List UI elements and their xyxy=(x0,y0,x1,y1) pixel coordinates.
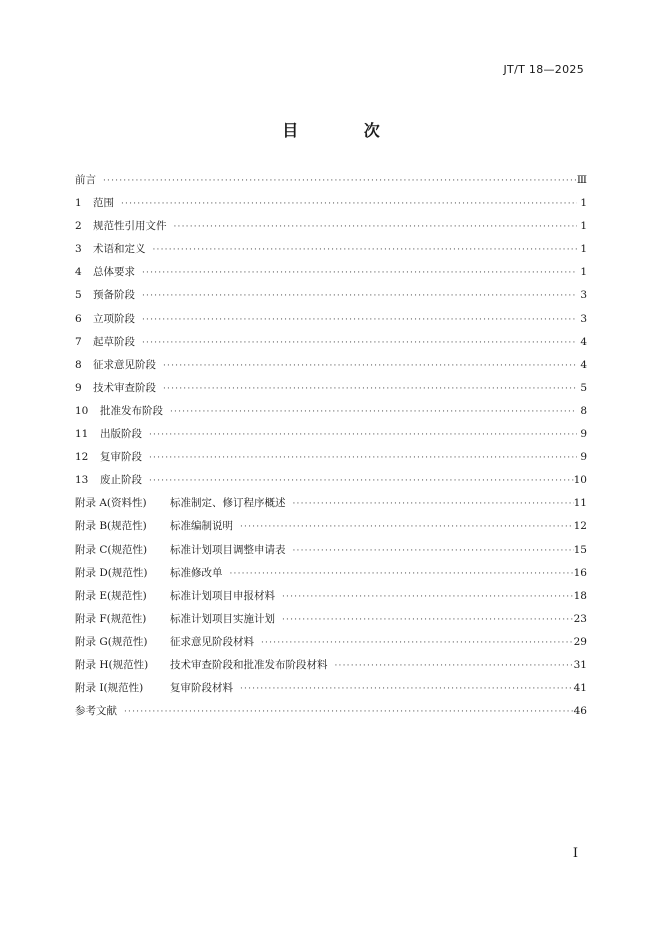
dot-leader xyxy=(279,609,574,632)
toc-entry-label: 技术审查阶段 xyxy=(93,381,156,394)
toc-annex-tag: 附录 A(资料性) xyxy=(75,497,147,510)
toc-entry-5[interactable] xyxy=(75,284,587,307)
toc-entry-label: 立项阶段 xyxy=(93,312,135,325)
dot-leader xyxy=(139,309,577,332)
toc-entry-label: 技术审查阶段和批准发布阶段材料 xyxy=(170,658,328,671)
toc-entry-number: 4 xyxy=(75,266,82,279)
toc-entry-annex-f[interactable] xyxy=(75,608,587,631)
toc-entry-label: 标准计划项目实施计划 xyxy=(170,612,275,625)
toc-entry-page: 1 xyxy=(580,197,587,210)
toc-entry-annex-d[interactable] xyxy=(75,562,587,585)
dot-leader xyxy=(237,678,574,701)
toc-entry-annex-c[interactable] xyxy=(75,539,587,562)
table-of-contents xyxy=(75,169,587,723)
toc-entry-page: 8 xyxy=(580,404,587,417)
toc-entry-2[interactable] xyxy=(75,215,587,238)
toc-annex-tag: 附录 B(规范性) xyxy=(75,520,147,533)
toc-entry-number: 13 xyxy=(75,474,89,487)
toc-entry-number: 9 xyxy=(75,381,82,394)
toc-entry-annex-h[interactable] xyxy=(75,654,587,677)
toc-entry-label: 标准制定、修订程序概述 xyxy=(170,497,286,510)
toc-entry-page: 9 xyxy=(580,451,587,464)
page-number: I xyxy=(572,846,578,861)
toc-entry-page: 4 xyxy=(580,335,587,348)
toc-entry-page: 18 xyxy=(573,589,587,602)
toc-entry-page: 23 xyxy=(573,612,587,625)
toc-entry-label: 前言 xyxy=(75,174,96,186)
toc-entry-page: 9 xyxy=(580,428,587,441)
toc-entry-label: 参考文献 xyxy=(75,705,117,718)
dot-leader xyxy=(139,285,577,308)
toc-entry-page: 11 xyxy=(573,497,587,510)
toc-entry-number: 5 xyxy=(75,289,82,302)
toc-entry-page: 12 xyxy=(573,520,587,533)
dot-leader xyxy=(237,516,574,539)
toc-entry-annex-a[interactable] xyxy=(75,492,587,515)
dot-leader xyxy=(139,332,577,355)
toc-entry-label: 范围 xyxy=(93,197,114,210)
toc-entry-number: 11 xyxy=(75,428,89,441)
toc-entry-annex-i[interactable] xyxy=(75,677,587,700)
dot-leader xyxy=(118,193,577,216)
toc-entry-8[interactable] xyxy=(75,354,587,377)
dot-leader xyxy=(146,447,577,470)
toc-entry-label: 征求意见阶段材料 xyxy=(170,635,254,648)
toc-entry-6[interactable] xyxy=(75,308,587,331)
toc-entry-1[interactable] xyxy=(75,192,587,215)
toc-entry-number: 1 xyxy=(75,197,82,210)
dot-leader xyxy=(258,632,574,655)
dot-leader xyxy=(279,586,574,609)
toc-entry-number: 10 xyxy=(75,404,89,417)
dot-leader xyxy=(290,493,574,516)
toc-entry-number: 3 xyxy=(75,243,82,256)
toc-entry-label: 总体要求 xyxy=(93,266,135,279)
toc-annex-tag: 附录 E(规范性) xyxy=(75,589,147,602)
dot-leader xyxy=(171,216,578,239)
toc-entry-page: 46 xyxy=(573,705,587,718)
toc-entry-11[interactable] xyxy=(75,423,587,446)
toc-entry-page: 41 xyxy=(573,682,587,695)
dot-leader xyxy=(332,655,574,678)
toc-annex-tag: 附录 C(规范性) xyxy=(75,543,148,556)
toc-annex-tag: 附录 D(规范性) xyxy=(75,566,148,579)
toc-entry-page: 10 xyxy=(573,474,587,487)
toc-entry-3[interactable] xyxy=(75,238,587,261)
toc-entry-label: 标准修改单 xyxy=(170,566,223,579)
toc-entry-label: 起草阶段 xyxy=(93,335,135,348)
toc-entry-4[interactable] xyxy=(75,261,587,284)
toc-entry-number: 12 xyxy=(75,451,89,464)
toc-entry-annex-e[interactable] xyxy=(75,585,587,608)
standard-code: JT/T 18—2025 xyxy=(503,63,584,76)
dot-leader xyxy=(121,701,574,724)
toc-entry-label: 复审阶段 xyxy=(100,451,142,464)
dot-leader xyxy=(290,540,574,563)
toc-entry-page: 29 xyxy=(573,635,587,648)
toc-annex-tag: 附录 F(规范性) xyxy=(75,612,147,625)
dot-leader xyxy=(150,239,578,262)
toc-entry-9[interactable] xyxy=(75,377,587,400)
toc-entry-13[interactable] xyxy=(75,469,587,492)
toc-entry-number: 7 xyxy=(75,335,82,348)
toc-entry-annex-b[interactable] xyxy=(75,515,587,538)
toc-entry-label: 标准计划项目调整申请表 xyxy=(170,543,286,556)
toc-entry-page: 31 xyxy=(573,658,587,671)
toc-annex-tag: 附录 H(规范性) xyxy=(75,658,149,671)
toc-entry-number: 6 xyxy=(75,312,82,325)
toc-entry-7[interactable] xyxy=(75,331,587,354)
toc-entry-label: 规范性引用文件 xyxy=(93,220,167,233)
toc-entry-label: 复审阶段材料 xyxy=(170,682,233,695)
dot-leader xyxy=(146,424,577,447)
toc-entry-label: 标准计划项目申报材料 xyxy=(170,589,275,602)
toc-entry-label: 废止阶段 xyxy=(100,474,142,487)
dot-leader xyxy=(227,563,574,586)
toc-entry-label: 标准编制说明 xyxy=(170,520,233,533)
toc-entry-annex-g[interactable] xyxy=(75,631,587,654)
toc-entry-page: 3 xyxy=(580,312,587,325)
toc-entry-page: 15 xyxy=(573,543,587,556)
toc-title: 目 次 xyxy=(282,121,410,140)
toc-entry-page: 1 xyxy=(580,266,587,279)
toc-entry-label: 预备阶段 xyxy=(93,289,135,302)
toc-entry-page: Ⅲ xyxy=(576,174,587,186)
toc-annex-tag: 附录 G(规范性) xyxy=(75,635,148,648)
dot-leader xyxy=(146,470,574,493)
toc-entry-label: 批准发布阶段 xyxy=(100,404,163,417)
toc-entry-label: 出版阶段 xyxy=(100,428,142,441)
toc-entry-page: 5 xyxy=(580,381,587,394)
toc-entry-10[interactable] xyxy=(75,400,587,423)
dot-leader xyxy=(160,355,577,378)
toc-entry-page: 1 xyxy=(580,243,587,256)
toc-annex-tag: 附录 I(规范性) xyxy=(75,682,144,695)
toc-entry-label: 术语和定义 xyxy=(93,243,146,256)
dot-leader xyxy=(139,262,577,285)
toc-entry-foreword[interactable] xyxy=(75,169,587,192)
toc-entry-number: 2 xyxy=(75,220,82,233)
toc-entry-page: 16 xyxy=(573,566,587,579)
toc-entry-references[interactable] xyxy=(75,700,587,723)
toc-entry-page: 3 xyxy=(580,289,587,302)
toc-entry-page: 4 xyxy=(580,358,587,371)
dot-leader xyxy=(160,378,577,401)
dot-leader xyxy=(100,170,577,193)
toc-entry-page: 1 xyxy=(580,220,587,233)
toc-entry-label: 征求意见阶段 xyxy=(93,358,156,371)
dot-leader xyxy=(167,401,577,424)
toc-entry-12[interactable] xyxy=(75,446,587,469)
toc-entry-number: 8 xyxy=(75,358,82,371)
